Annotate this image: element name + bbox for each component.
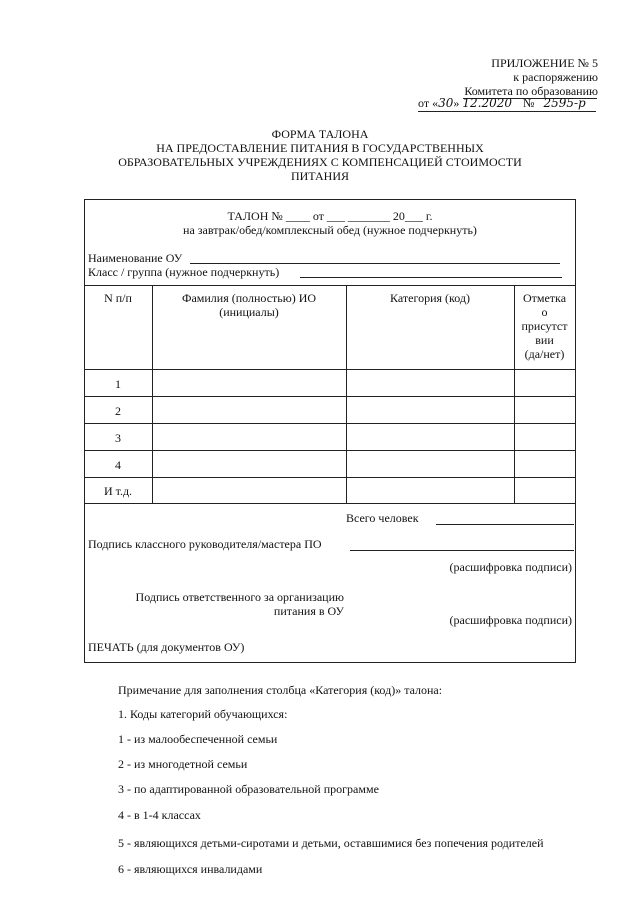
teacher-signature-label: Подпись классного руководителя/мастера ПО xyxy=(88,537,322,551)
header-attendance-line-2: о xyxy=(541,305,548,319)
list-item: 2 - из многодетной семьи xyxy=(118,757,248,771)
org-name-field[interactable] xyxy=(190,263,560,264)
table-row: 1 xyxy=(115,377,121,391)
talon-number-line: ТАЛОН № ____ от ___ _______ 20___ г. xyxy=(227,209,433,223)
decipher-1: (расшифровка подписи) xyxy=(449,560,572,574)
notes-heading: 1. Коды категорий обучающихся: xyxy=(118,707,288,721)
list-item: 3 - по адаптированной образовательной программе xyxy=(118,782,379,796)
total-label: Всего человек xyxy=(346,511,419,525)
title-line-4: ПИТАНИЯ xyxy=(290,169,350,183)
committee: Комитета по образованию xyxy=(464,84,598,98)
class-field[interactable] xyxy=(300,277,562,278)
date-underline xyxy=(418,111,596,112)
table-header-bottom xyxy=(84,369,575,370)
header-attendance-line-5: (да/нет) xyxy=(524,347,565,361)
table-row: И т.д. xyxy=(103,484,133,498)
stamp-label: ПЕЧАТЬ (для документов ОУ) xyxy=(88,640,245,654)
class-label: Класс / группа (нужное подчеркнуть) xyxy=(88,265,280,279)
header-attendance-line-4: вии xyxy=(535,333,554,347)
teacher-signature-field[interactable] xyxy=(350,550,574,551)
table-row: 4 xyxy=(115,458,121,472)
to-order: к распоряжению xyxy=(513,70,598,84)
title-line-3: ОБРАЗОВАТЕЛЬНЫХ УЧРЕЖДЕНИЯХ С КОМПЕНСАЦИЕЙ СТОИМОСТИ xyxy=(118,155,522,169)
header-number: N п/п xyxy=(104,291,132,305)
table-row: 3 xyxy=(115,431,121,445)
order-date-line xyxy=(418,96,586,111)
row-line-3 xyxy=(84,450,575,451)
date-day: 30 xyxy=(438,96,454,110)
number-label: № xyxy=(523,96,535,110)
date-mid: » xyxy=(453,96,460,110)
row-line-1 xyxy=(84,396,575,397)
table-top xyxy=(84,285,575,286)
table-bottom xyxy=(84,503,575,504)
header-name xyxy=(152,291,346,319)
row-line-2 xyxy=(84,423,575,424)
notes-intro: Примечание для заполнения столбца «Категория (код)» талона: xyxy=(118,683,443,697)
title-line-1: ФОРМА ТАЛОНА xyxy=(271,127,369,141)
row-line-4 xyxy=(84,477,575,478)
responsible-signature-label-1: Подпись ответственного за организацию xyxy=(135,590,344,604)
appendix-number: ПРИЛОЖЕНИЕ № 5 xyxy=(491,56,598,70)
col-line-2 xyxy=(346,285,347,503)
meal-type-line: на завтрак/обед/комплексный обед (нужное подчеркнуть) xyxy=(183,223,477,237)
header-attendance-line-3: присутст xyxy=(521,319,568,333)
header-name-line-2: (инициалы) xyxy=(219,305,279,319)
header-attendance-line-1: Отметка xyxy=(522,291,567,305)
responsible-signature-label-2: питания в ОУ xyxy=(273,604,344,618)
table-row: 2 xyxy=(115,404,121,418)
order-number: 2595-р xyxy=(543,96,586,110)
title-line-2: НА ПРЕДОСТАВЛЕНИЕ ПИТАНИЯ В ГОСУДАРСТВЕННЫХ xyxy=(156,141,484,155)
date-rest: 12.2020 xyxy=(462,96,512,110)
total-field[interactable] xyxy=(436,524,574,525)
header-attendance xyxy=(514,291,575,361)
list-item: 5 - являющихся детьми-сиротами и детьми, оставшимися без попечения родителей xyxy=(118,836,544,850)
decipher-2: (расшифровка подписи) xyxy=(449,613,572,627)
list-item: 4 - в 1-4 классах xyxy=(118,808,201,822)
list-item: 1 - из малообеспеченной семьи xyxy=(118,732,278,746)
header-category: Категория (код) xyxy=(390,291,470,305)
list-item: 6 - являющихся инвалидами xyxy=(118,862,263,876)
date-prefix: от « xyxy=(418,96,439,110)
org-name-label: Наименование ОУ xyxy=(88,251,183,265)
header-name-line-1: Фамилия (полностью) ИО xyxy=(181,291,317,305)
